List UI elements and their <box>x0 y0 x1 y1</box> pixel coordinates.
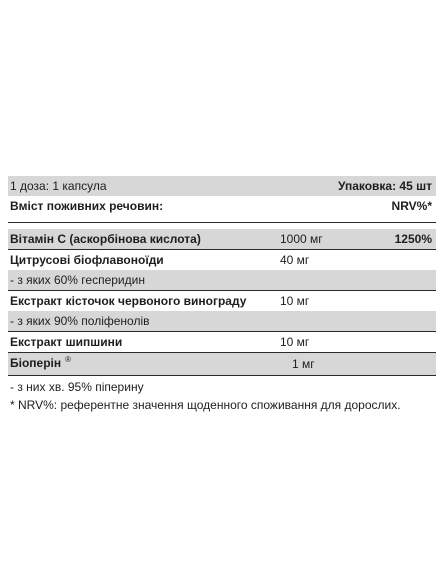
table-row <box>8 229 436 249</box>
nutrient-amount: 40 мг <box>280 253 310 267</box>
piperine-note: - з них хв. 95% піперину <box>10 380 144 394</box>
table-row <box>8 291 436 311</box>
nutrient-name: Вітамін С (аскорбінова кислота) <box>10 232 201 246</box>
nrv-footnote: * NRV%: референтне значення щоденного споживання для дорослих. <box>10 398 401 412</box>
nutrient-amount: 1000 мг <box>280 232 323 246</box>
serving-size: 1 доза: 1 капсула <box>10 179 107 193</box>
serving-header <box>8 176 436 196</box>
nrv-label: NRV%* <box>391 199 432 213</box>
supplement-facts-panel <box>8 176 436 414</box>
nutrient-amount: 10 мг <box>280 335 310 349</box>
columns-header <box>8 196 436 216</box>
nutrient-subitem: - з яких 60% гесперидин <box>10 273 145 287</box>
nutrient-name: Цитрусові біофлавоноїди <box>10 253 164 267</box>
content-label: Вміст поживних речовин: <box>10 199 164 213</box>
nutrient-name: Екстракт кісточок червоного винограду <box>10 294 247 308</box>
table-row <box>8 270 436 290</box>
table-row <box>8 332 436 352</box>
table-row <box>8 311 436 331</box>
table-row <box>8 250 436 270</box>
nutrient-subitem: - з яких 90% поліфенолів <box>10 314 150 328</box>
table-row <box>8 353 436 375</box>
nutrient-amount: 1 мг <box>292 357 315 371</box>
registered-mark: ® <box>65 355 72 364</box>
nutrient-nrv: 1250% <box>394 232 432 246</box>
package-size: Упаковка: 45 шт <box>337 179 432 193</box>
nutrient-name: Екстракт шипшини <box>10 335 123 349</box>
nutrient-amount: 10 мг <box>280 294 310 308</box>
nutrient-name-text: Біоперін <box>10 356 62 370</box>
